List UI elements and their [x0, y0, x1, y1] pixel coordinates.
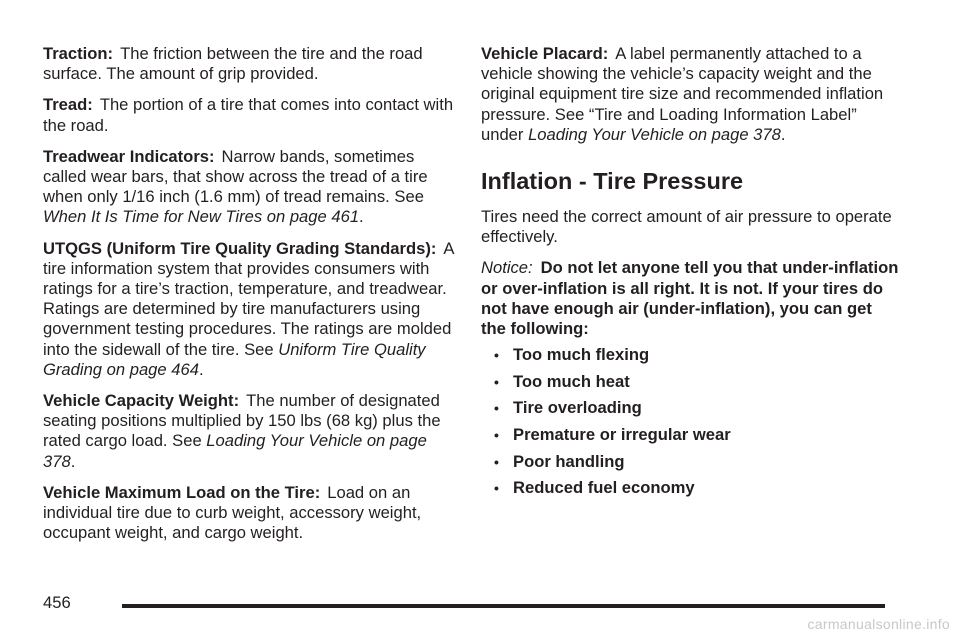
definition-end: . — [198, 359, 204, 379]
bullet-icon: • — [494, 427, 499, 444]
definition-end: . — [780, 124, 786, 144]
bullet-icon: • — [494, 347, 499, 364]
glossary-entry-vehicle-capacity-weight — [43, 391, 455, 472]
definition-text: A label permanently attached to a vehicle showing the vehicle’s capacity weight and the original equipment tire size and recommended inflation pressure. See “Tire and Loading Information Label” under — [481, 44, 884, 144]
notice-label: Notice: — [481, 258, 533, 278]
glossary-entry-vehicle-placard — [481, 44, 901, 145]
term-label: Vehicle Placard: — [481, 44, 609, 63]
bullet-icon: • — [494, 453, 499, 470]
bullet-icon: • — [494, 373, 499, 390]
cross-reference: Loading Your Vehicle on page 378 — [43, 431, 427, 471]
list-item: • Too much heat — [494, 371, 630, 391]
definition-text: The portion of a tire that comes into contact with the road. — [43, 95, 454, 135]
glossary-entry-tread — [43, 95, 455, 135]
page-number: 456 — [43, 593, 71, 612]
term-label: Treadwear Indicators: — [43, 146, 215, 166]
notice-text: Do not let anyone tell you that under-inflation or over-inflation is all right. It is not. If your tires do not have enough air (under-inflation), you can get the following: — [481, 258, 899, 339]
page-footer — [43, 593, 885, 613]
section-heading: Inflation - Tire Pressure — [481, 168, 744, 195]
section-intro: Tires need the correct amount of air pressure to operate effectively. — [481, 207, 892, 247]
watermark: carmanualsonline.info — [807, 616, 950, 632]
list-item: • Poor handling — [494, 451, 625, 471]
notice-block — [481, 258, 901, 339]
bullet-icon: • — [494, 480, 499, 497]
list-item: • Tire overloading — [494, 398, 642, 418]
footer-rule — [122, 604, 885, 608]
term-label: Tread: — [43, 95, 93, 115]
definition-text: Load on an individual tire due to curb weight, accessory weight, occupant weight, and cargo weight. — [43, 482, 422, 543]
term-label: Vehicle Maximum Load on the Tire: — [43, 482, 321, 502]
definition-text: A tire information system that provides consumers with ratings for a tire’s traction, temperature, and treadwear. Ratings are determined by tire manufacturers using government testing procedures. The ratings are molded into the sidewall of the tire. See — [43, 238, 454, 359]
cross-reference: When It Is Time for New Tires on page 461 — [43, 207, 360, 227]
left-column — [43, 44, 455, 554]
list-item: • Premature or irregular wear — [494, 425, 731, 445]
glossary-entry-treadwear-indicators — [43, 147, 455, 228]
glossary-entry-vehicle-maximum-load — [43, 483, 455, 544]
consequence-list — [481, 345, 901, 498]
cross-reference: Uniform Tire Quality Grading on page 464 — [43, 339, 426, 379]
definition-text: Narrow bands, sometimes called wear bars, that show across the tread of a tire when only 1/16 inch (1.6 mm) of tread remains. See — [43, 146, 428, 207]
cross-reference: Loading Your Vehicle on page 378 — [528, 124, 781, 144]
right-column — [481, 44, 901, 505]
term-label: Traction: — [43, 44, 114, 63]
list-item: • Too much flexing — [494, 345, 650, 365]
glossary-entry-traction — [43, 44, 455, 84]
definition-text: The number of designated seating positions multiplied by 150 lbs (68 kg) plus the rated cargo load. See — [43, 391, 441, 451]
definition-text: The friction between the tire and the road surface. The amount of grip provided. — [43, 44, 423, 84]
glossary-entry-utqgs — [43, 239, 455, 380]
term-label: UTQGS (Uniform Tire Quality Grading Standards): — [43, 238, 437, 258]
term-label: Vehicle Capacity Weight: — [43, 391, 240, 411]
definition-end: . — [70, 451, 76, 471]
list-item: • Reduced fuel economy — [494, 478, 695, 498]
definition-end: . — [359, 207, 364, 227]
bullet-icon: • — [494, 400, 499, 417]
